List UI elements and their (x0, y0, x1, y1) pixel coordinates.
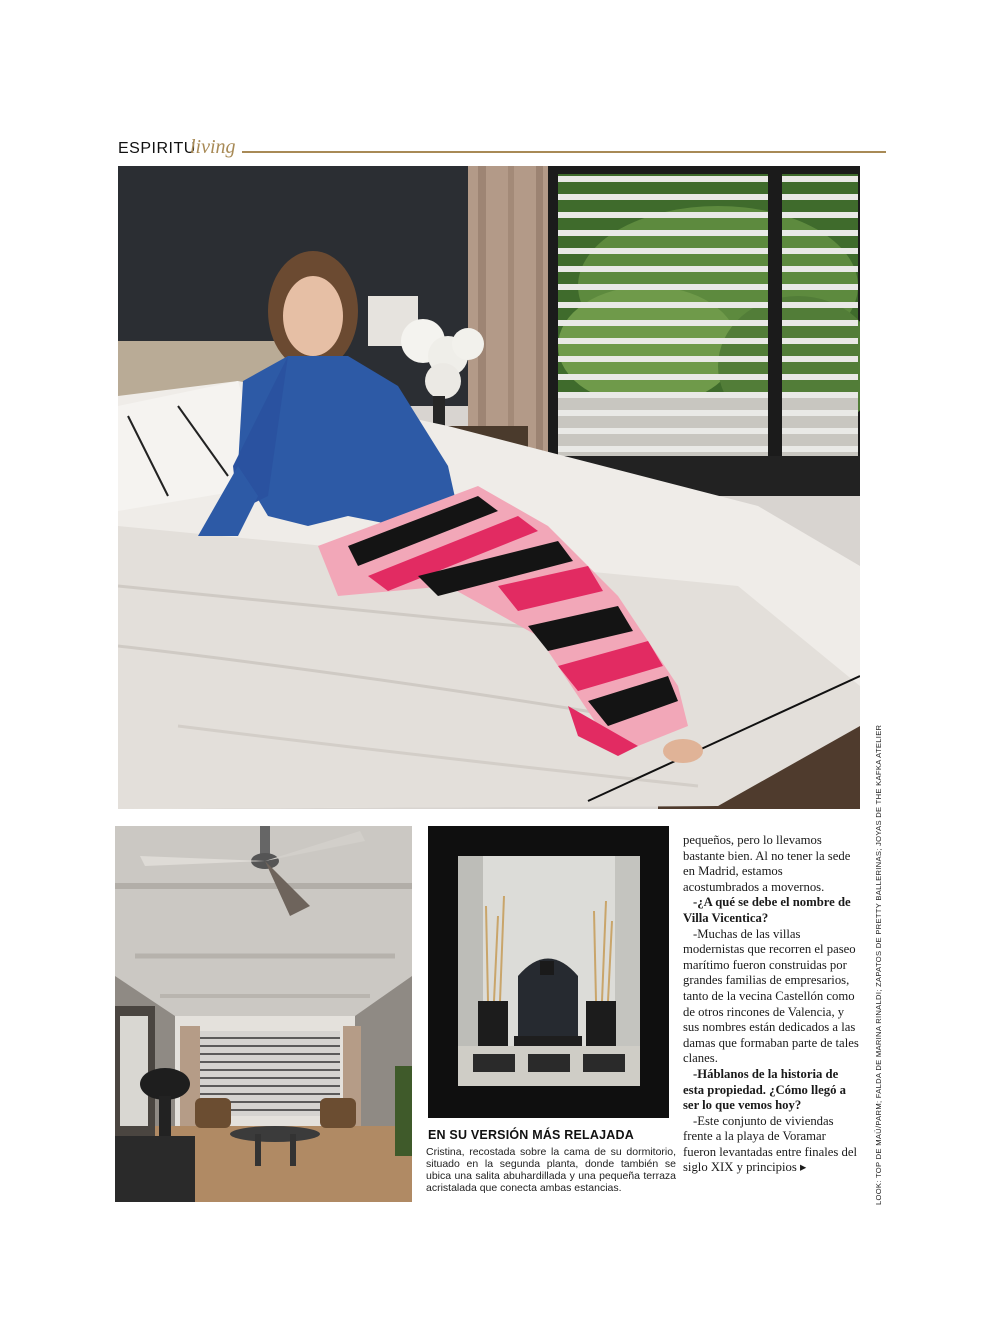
magazine-section-brand: ESPIRITU (118, 140, 196, 157)
living-room-photo (115, 826, 412, 1202)
attic-living-room-illustration (115, 826, 412, 1202)
article-paragraph: pequeños, pero lo llevamos bastante bien. Al no tener la sede en Madrid, estamos acostumbrados a movernos. (683, 833, 851, 894)
hero-photo (118, 166, 860, 809)
interview-answer: -Muchas de las villas modernistas que recorren el paseo marítimo fueron construidas por grandes familias de empresarios, tanto de la vecina Castellón como de otros rincones de Valencia, y sus nombres están dedicados a las damas que formaban parte de tales clanes. (683, 926, 859, 1066)
interview-question: -Háblanos de la historia de esta propiedad. ¿Cómo llegó a ser lo que vemos hoy? (683, 1066, 846, 1113)
header-rule (242, 151, 886, 153)
fashion-credits: LOOK: TOP DE MAÜ/PARM; FALDA DE MARINA RINALDI; ZAPATOS DE PRETTY BALLERINAS; JOYAS DE THE KAFKA ATELIER (874, 724, 883, 1205)
patio-fountain-illustration (428, 826, 669, 1118)
photo-caption-body: Cristina, recostada sobre la cama de su dormitorio, situado en la segunda planta, donde también se ubica una salita abuhardillada y una pequeña terraza acristalada que conecta ambas estancias. (426, 1146, 676, 1194)
article-column (683, 833, 859, 1176)
photo-caption-title: EN SU VERSIÓN MÁS RELAJADA (428, 1128, 634, 1142)
woman-on-bed-illustration (118, 166, 860, 809)
interview-question: -¿A qué se debe el nombre de Villa Vicentica? (683, 895, 851, 925)
interview-answer: -Este conjunto de viviendas frente a la playa de Voramar fueron levantadas entre finales del siglo XIX y principios ▸ (683, 1113, 858, 1175)
section-header (118, 138, 888, 162)
patio-photo (428, 826, 669, 1118)
section-name: living (190, 136, 236, 158)
